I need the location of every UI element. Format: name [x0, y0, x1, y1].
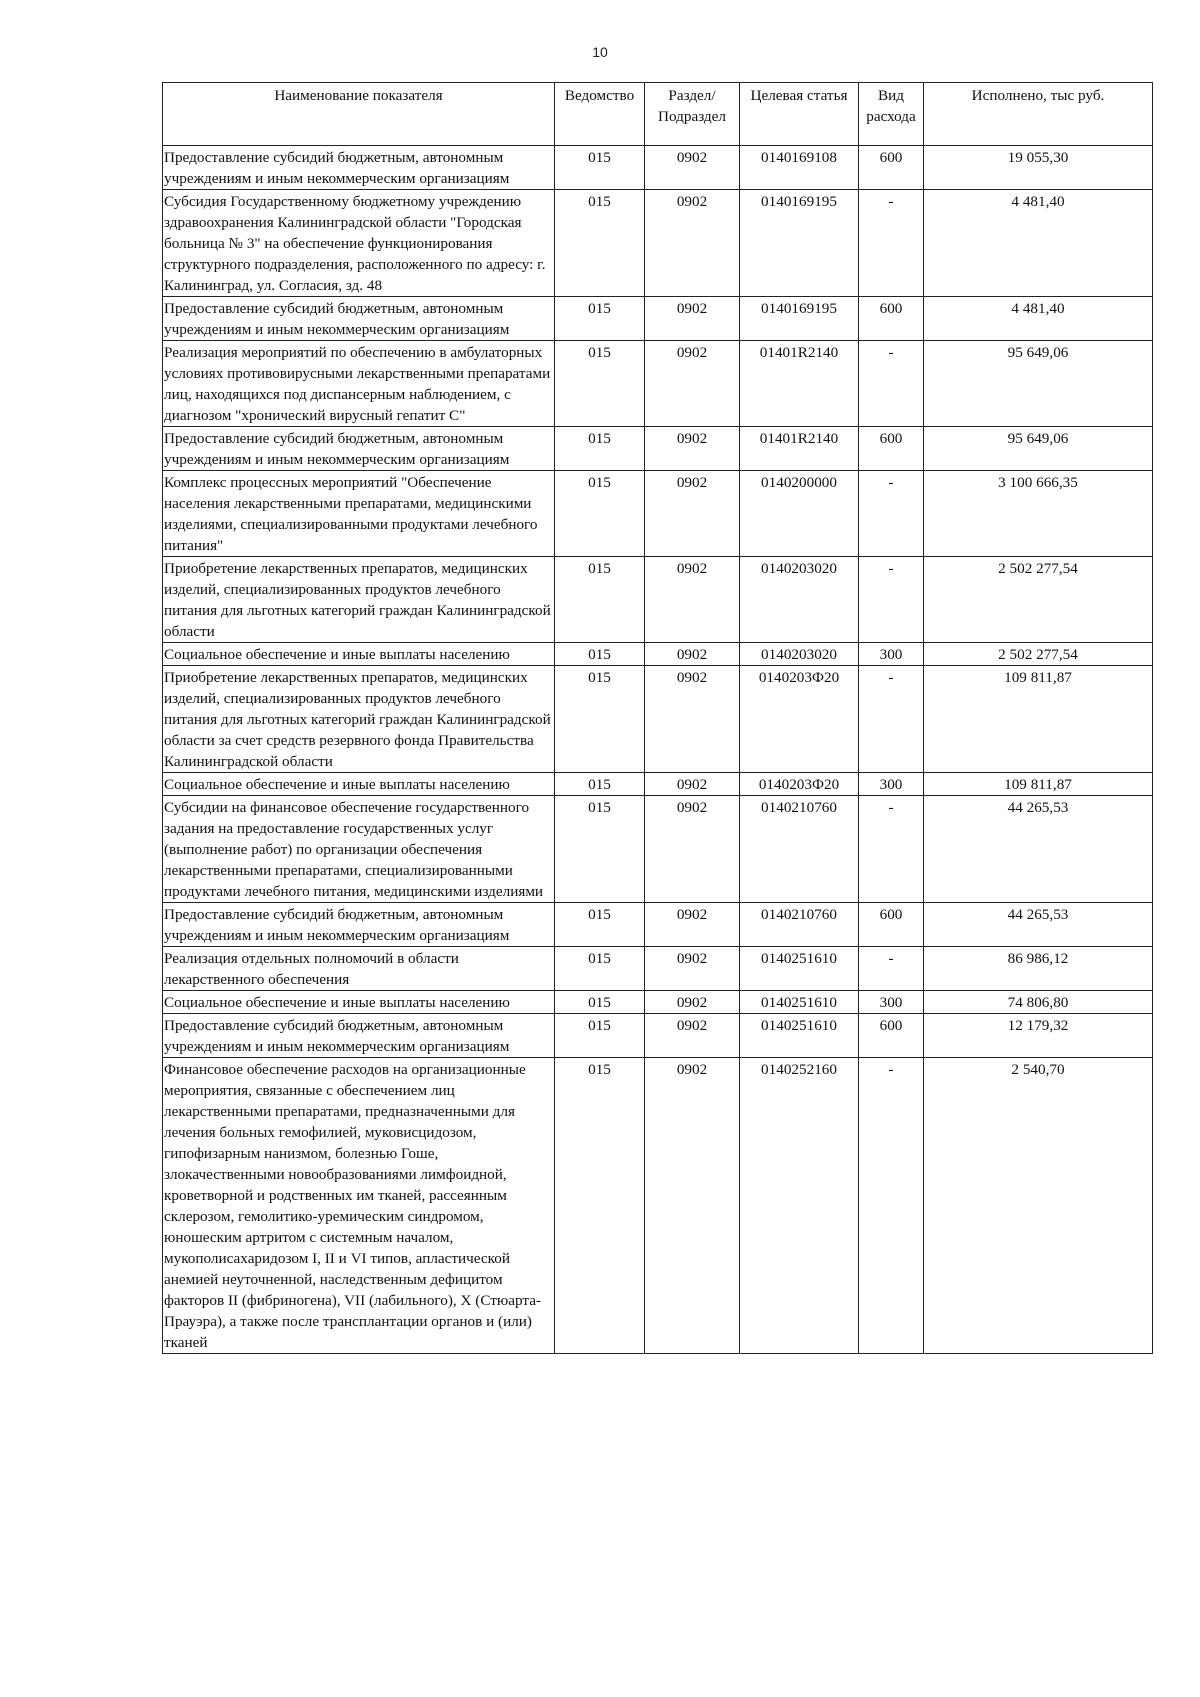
- cell-article: 0140210760: [740, 796, 859, 903]
- cell-expense-type: 600: [859, 146, 924, 190]
- cell-expense-type: 300: [859, 991, 924, 1014]
- cell-amount: 2 502 277,54: [924, 557, 1153, 643]
- table-row: [163, 947, 1153, 991]
- cell-department: 015: [555, 471, 645, 557]
- cell-article: 0140210760: [740, 903, 859, 947]
- table-row: [163, 297, 1153, 341]
- cell-amount: 3 100 666,35: [924, 471, 1153, 557]
- cell-department: 015: [555, 796, 645, 903]
- cell-department: 015: [555, 903, 645, 947]
- cell-article: 0140203020: [740, 643, 859, 666]
- cell-expense-type: 300: [859, 773, 924, 796]
- column-header-section: Раздел/ Подраздел: [645, 83, 740, 146]
- cell-name: Социальное обеспечение и иные выплаты населению: [163, 773, 555, 796]
- cell-department: 015: [555, 947, 645, 991]
- table-row: [163, 903, 1153, 947]
- cell-amount: 19 055,30: [924, 146, 1153, 190]
- cell-section: 0902: [645, 991, 740, 1014]
- column-header-amount: Исполнено, тыс руб.: [924, 83, 1153, 146]
- table-row: [163, 773, 1153, 796]
- cell-amount: 74 806,80: [924, 991, 1153, 1014]
- cell-name: Приобретение лекарственных препаратов, медицинских изделий, специализированных продуктов лечебного питания для льготных категорий граждан Калининградской области: [163, 557, 555, 643]
- cell-article: 0140252160: [740, 1058, 859, 1354]
- cell-section: 0902: [645, 1058, 740, 1354]
- cell-article: 01401R2140: [740, 341, 859, 427]
- cell-section: 0902: [645, 427, 740, 471]
- cell-amount: 2 540,70: [924, 1058, 1153, 1354]
- cell-department: 015: [555, 643, 645, 666]
- cell-section: 0902: [645, 341, 740, 427]
- cell-expense-type: 600: [859, 297, 924, 341]
- cell-section: 0902: [645, 471, 740, 557]
- cell-article: 0140203Ф20: [740, 773, 859, 796]
- cell-expense-type: 300: [859, 643, 924, 666]
- cell-name: Комплекс процессных мероприятий "Обеспечение населения лекарственными препаратами, медицинскими изделиями, специализированными продуктами лечебного питания": [163, 471, 555, 557]
- cell-amount: 109 811,87: [924, 773, 1153, 796]
- cell-amount: 4 481,40: [924, 297, 1153, 341]
- cell-name: Предоставление субсидий бюджетным, автономным учреждениям и иным некоммерческим организациям: [163, 1014, 555, 1058]
- table-row: [163, 991, 1153, 1014]
- table-row: [163, 146, 1153, 190]
- cell-amount: 12 179,32: [924, 1014, 1153, 1058]
- cell-expense-type: -: [859, 341, 924, 427]
- cell-article: 0140251610: [740, 991, 859, 1014]
- cell-section: 0902: [645, 297, 740, 341]
- cell-department: 015: [555, 1058, 645, 1354]
- cell-section: 0902: [645, 643, 740, 666]
- cell-expense-type: 600: [859, 427, 924, 471]
- cell-name: Субсидии на финансовое обеспечение государственного задания на предоставление государственных услуг (выполнение работ) по организации обеспечения лекарственными препаратами, специализированными продуктами лечебного питания, медицинскими изделиями: [163, 796, 555, 903]
- cell-article: 0140203Ф20: [740, 666, 859, 773]
- cell-department: 015: [555, 666, 645, 773]
- cell-article: 0140203020: [740, 557, 859, 643]
- cell-amount: 44 265,53: [924, 796, 1153, 903]
- cell-department: 015: [555, 1014, 645, 1058]
- table-row: [163, 427, 1153, 471]
- column-header-name: Наименование показателя: [163, 83, 555, 146]
- cell-amount: 95 649,06: [924, 341, 1153, 427]
- cell-article: 0140251610: [740, 947, 859, 991]
- cell-amount: 44 265,53: [924, 903, 1153, 947]
- cell-expense-type: 600: [859, 903, 924, 947]
- cell-name: Социальное обеспечение и иные выплаты населению: [163, 643, 555, 666]
- cell-name: Предоставление субсидий бюджетным, автономным учреждениям и иным некоммерческим организациям: [163, 146, 555, 190]
- cell-section: 0902: [645, 773, 740, 796]
- cell-expense-type: 600: [859, 1014, 924, 1058]
- cell-section: 0902: [645, 557, 740, 643]
- cell-expense-type: -: [859, 1058, 924, 1354]
- cell-department: 015: [555, 773, 645, 796]
- cell-section: 0902: [645, 666, 740, 773]
- budget-table: [162, 82, 1153, 1354]
- cell-amount: 4 481,40: [924, 190, 1153, 297]
- column-header-department: Ведомство: [555, 83, 645, 146]
- table-row: [163, 190, 1153, 297]
- table-body: [163, 146, 1153, 1354]
- cell-department: 015: [555, 190, 645, 297]
- table-row: [163, 1058, 1153, 1354]
- cell-name: Предоставление субсидий бюджетным, автономным учреждениям и иным некоммерческим организациям: [163, 903, 555, 947]
- cell-name: Реализация мероприятий по обеспечению в амбулаторных условиях противовирусными лекарственными препаратами лиц, находящихся под диспансерным наблюдением, с диагнозом "хронический вирусный гепатит C": [163, 341, 555, 427]
- cell-expense-type: -: [859, 796, 924, 903]
- table-row: [163, 471, 1153, 557]
- cell-name: Предоставление субсидий бюджетным, автономным учреждениям и иным некоммерческим организациям: [163, 427, 555, 471]
- page-number: 10: [592, 44, 608, 60]
- cell-section: 0902: [645, 146, 740, 190]
- cell-amount: 109 811,87: [924, 666, 1153, 773]
- cell-expense-type: -: [859, 190, 924, 297]
- cell-amount: 2 502 277,54: [924, 643, 1153, 666]
- table-row: [163, 666, 1153, 773]
- cell-article: 0140169195: [740, 190, 859, 297]
- cell-department: 015: [555, 146, 645, 190]
- cell-section: 0902: [645, 903, 740, 947]
- cell-expense-type: -: [859, 471, 924, 557]
- column-header-article: Целевая статья: [740, 83, 859, 146]
- cell-expense-type: -: [859, 947, 924, 991]
- table-header-row: [163, 83, 1153, 146]
- table-row: [163, 341, 1153, 427]
- cell-section: 0902: [645, 190, 740, 297]
- cell-section: 0902: [645, 947, 740, 991]
- cell-article: 01401R2140: [740, 427, 859, 471]
- table-row: [163, 796, 1153, 903]
- cell-name: Приобретение лекарственных препаратов, медицинских изделий, специализированных продуктов лечебного питания для льготных категорий граждан Калининградской области за счет средств резервного фонда Правительства Калининградской области: [163, 666, 555, 773]
- cell-name: Финансовое обеспечение расходов на организационные мероприятия, связанные с обеспечением лиц лекарственными препаратами, предназначенными для лечения больных гемофилией, муковисцидозом, гипофизарным нанизмом, болезнью Гоше, злокачественными новообразованиями лимфоидной, кроветворной и родственных им тканей, рассеянным склерозом, гемолитико-уремическим синдромом, юношеским артритом с системным началом, мукополисахаридозом I, II и VI типов, апластической анемией неуточненной, наследственным дефицитом факторов II (фибриногена), VII (лабильного), X (Стюарта-Прауэра), а также после трансплантации органов и (или) тканей: [163, 1058, 555, 1354]
- cell-department: 015: [555, 557, 645, 643]
- cell-name: Субсидия Государственному бюджетному учреждению здравоохранения Калининградской области "Городская больница № 3" на обеспечение функционирования структурного подразделения, расположенного по адресу: г. Калининград, ул. Согласия, зд. 48: [163, 190, 555, 297]
- cell-article: 0140200000: [740, 471, 859, 557]
- cell-article: 0140169195: [740, 297, 859, 341]
- cell-amount: 95 649,06: [924, 427, 1153, 471]
- cell-section: 0902: [645, 796, 740, 903]
- cell-expense-type: -: [859, 666, 924, 773]
- cell-department: 015: [555, 991, 645, 1014]
- column-header-expense-type: Вид расхода: [859, 83, 924, 146]
- cell-article: 0140169108: [740, 146, 859, 190]
- table-row: [163, 1014, 1153, 1058]
- cell-amount: 86 986,12: [924, 947, 1153, 991]
- cell-department: 015: [555, 341, 645, 427]
- cell-section: 0902: [645, 1014, 740, 1058]
- table-row: [163, 643, 1153, 666]
- cell-expense-type: -: [859, 557, 924, 643]
- cell-department: 015: [555, 297, 645, 341]
- cell-name: Реализация отдельных полномочий в области лекарственного обеспечения: [163, 947, 555, 991]
- table-row: [163, 557, 1153, 643]
- cell-department: 015: [555, 427, 645, 471]
- cell-name: Социальное обеспечение и иные выплаты населению: [163, 991, 555, 1014]
- cell-name: Предоставление субсидий бюджетным, автономным учреждениям и иным некоммерческим организациям: [163, 297, 555, 341]
- cell-article: 0140251610: [740, 1014, 859, 1058]
